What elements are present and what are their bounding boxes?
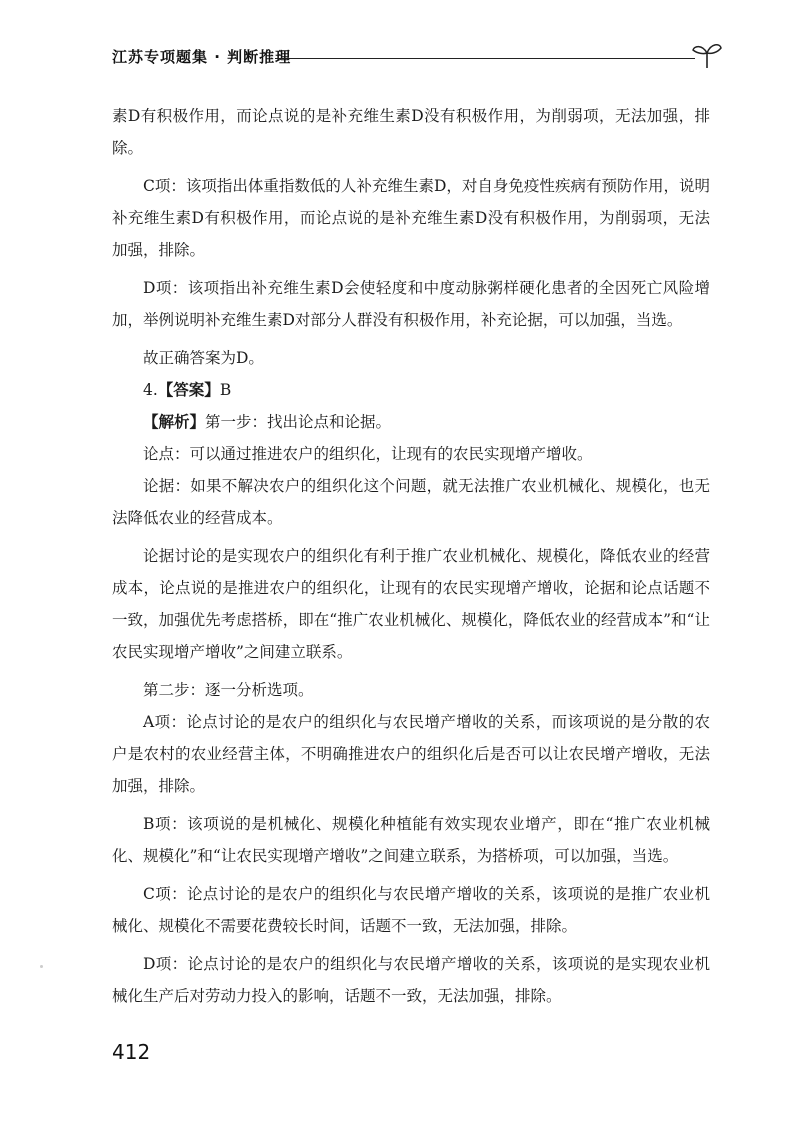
paragraph-conclusion: 故正确答案为D。 (143, 349, 264, 367)
answer-line (112, 374, 710, 406)
page-body (112, 100, 710, 1018)
sprout-icon (690, 40, 724, 70)
paragraph-option-a: A项：论点讨论的是农户的组织化与农民增产增收的关系，而该项说的是分散的农户是农村的农业经营主体，不明确推进农户的组织化后是否可以让农民增产增收，无法加强，排除。 (112, 713, 710, 795)
answer-label: 【答案】 (157, 380, 220, 399)
question-number: 4. (143, 381, 158, 399)
header-title: 江苏专项题集 · 判断推理 (112, 48, 292, 66)
paragraph-step-2: 第二步：逐一分析选项。 (143, 681, 314, 699)
margin-mark (40, 965, 43, 968)
paragraph-option-d: D项：该项指出补充维生素D会使轻度和中度动脉粥样硬化患者的全因死亡风险增加，举例说明补充维生素D对部分人群没有积极作用，补充论据，可以加强，当选。 (112, 279, 710, 329)
paragraph-option-d-2: D项：论点讨论的是农户的组织化与农民增产增收的关系，该项说的是实现农业机械化生产后对劳动力投入的影响，话题不一致，无法加强，排除。 (112, 955, 710, 1005)
paragraph-option-c: C项：该项指出体重指数低的人补充维生素D，对自身免疫性疾病有预防作用，说明补充维生素D有积极作用，而论点说的是补充维生素D没有积极作用，为削弱项，无法加强，排除。 (112, 177, 710, 259)
paragraph-1: 素D有积极作用，而论点说的是补充维生素D没有积极作用，为削弱项，无法加强，排除。 (112, 107, 710, 157)
paragraph-thesis: 论点：可以通过推进农户的组织化，让现有的农民实现增产增收。 (143, 445, 593, 463)
analysis-label: 【解析】 (143, 412, 206, 431)
paragraph-option-b: B项：该项说的是机械化、规模化种植能有效实现农业增产，即在“推广农业机械化、规模化”和“让农民实现增产增收”之间建立联系，为搭桥项，可以加强，当选。 (112, 815, 710, 865)
paragraph-evidence: 论据：如果不解决农户的组织化这个问题，就无法推广农业机械化、规模化，也无法降低农业的经营成本。 (112, 477, 710, 527)
paragraph-option-c-2: C项：论点讨论的是农户的组织化与农民增产增收的关系，该项说的是推广农业机械化、规模化不需要花费较长时间，话题不一致，无法加强，排除。 (112, 885, 710, 935)
answer-value: B (219, 381, 232, 399)
paragraph-discussion: 论据讨论的是实现农户的组织化有利于推广农业机械化、规模化，降低农业的经营成本，论点说的是推进农户的组织化，让现有的农民实现增产增收，论据和论点话题不一致，加强优先考虑搭桥，即在“推广农业机械化、规模化，降低农业的经营成本”和“让农民实现增产增收”之间建立联系。 (112, 547, 710, 661)
running-header (112, 42, 712, 72)
header-rule (275, 58, 695, 59)
page-number: 412 (112, 1040, 151, 1064)
analysis-step-1: 第一步：找出论点和论据。 (205, 413, 392, 431)
analysis-line (112, 406, 710, 438)
